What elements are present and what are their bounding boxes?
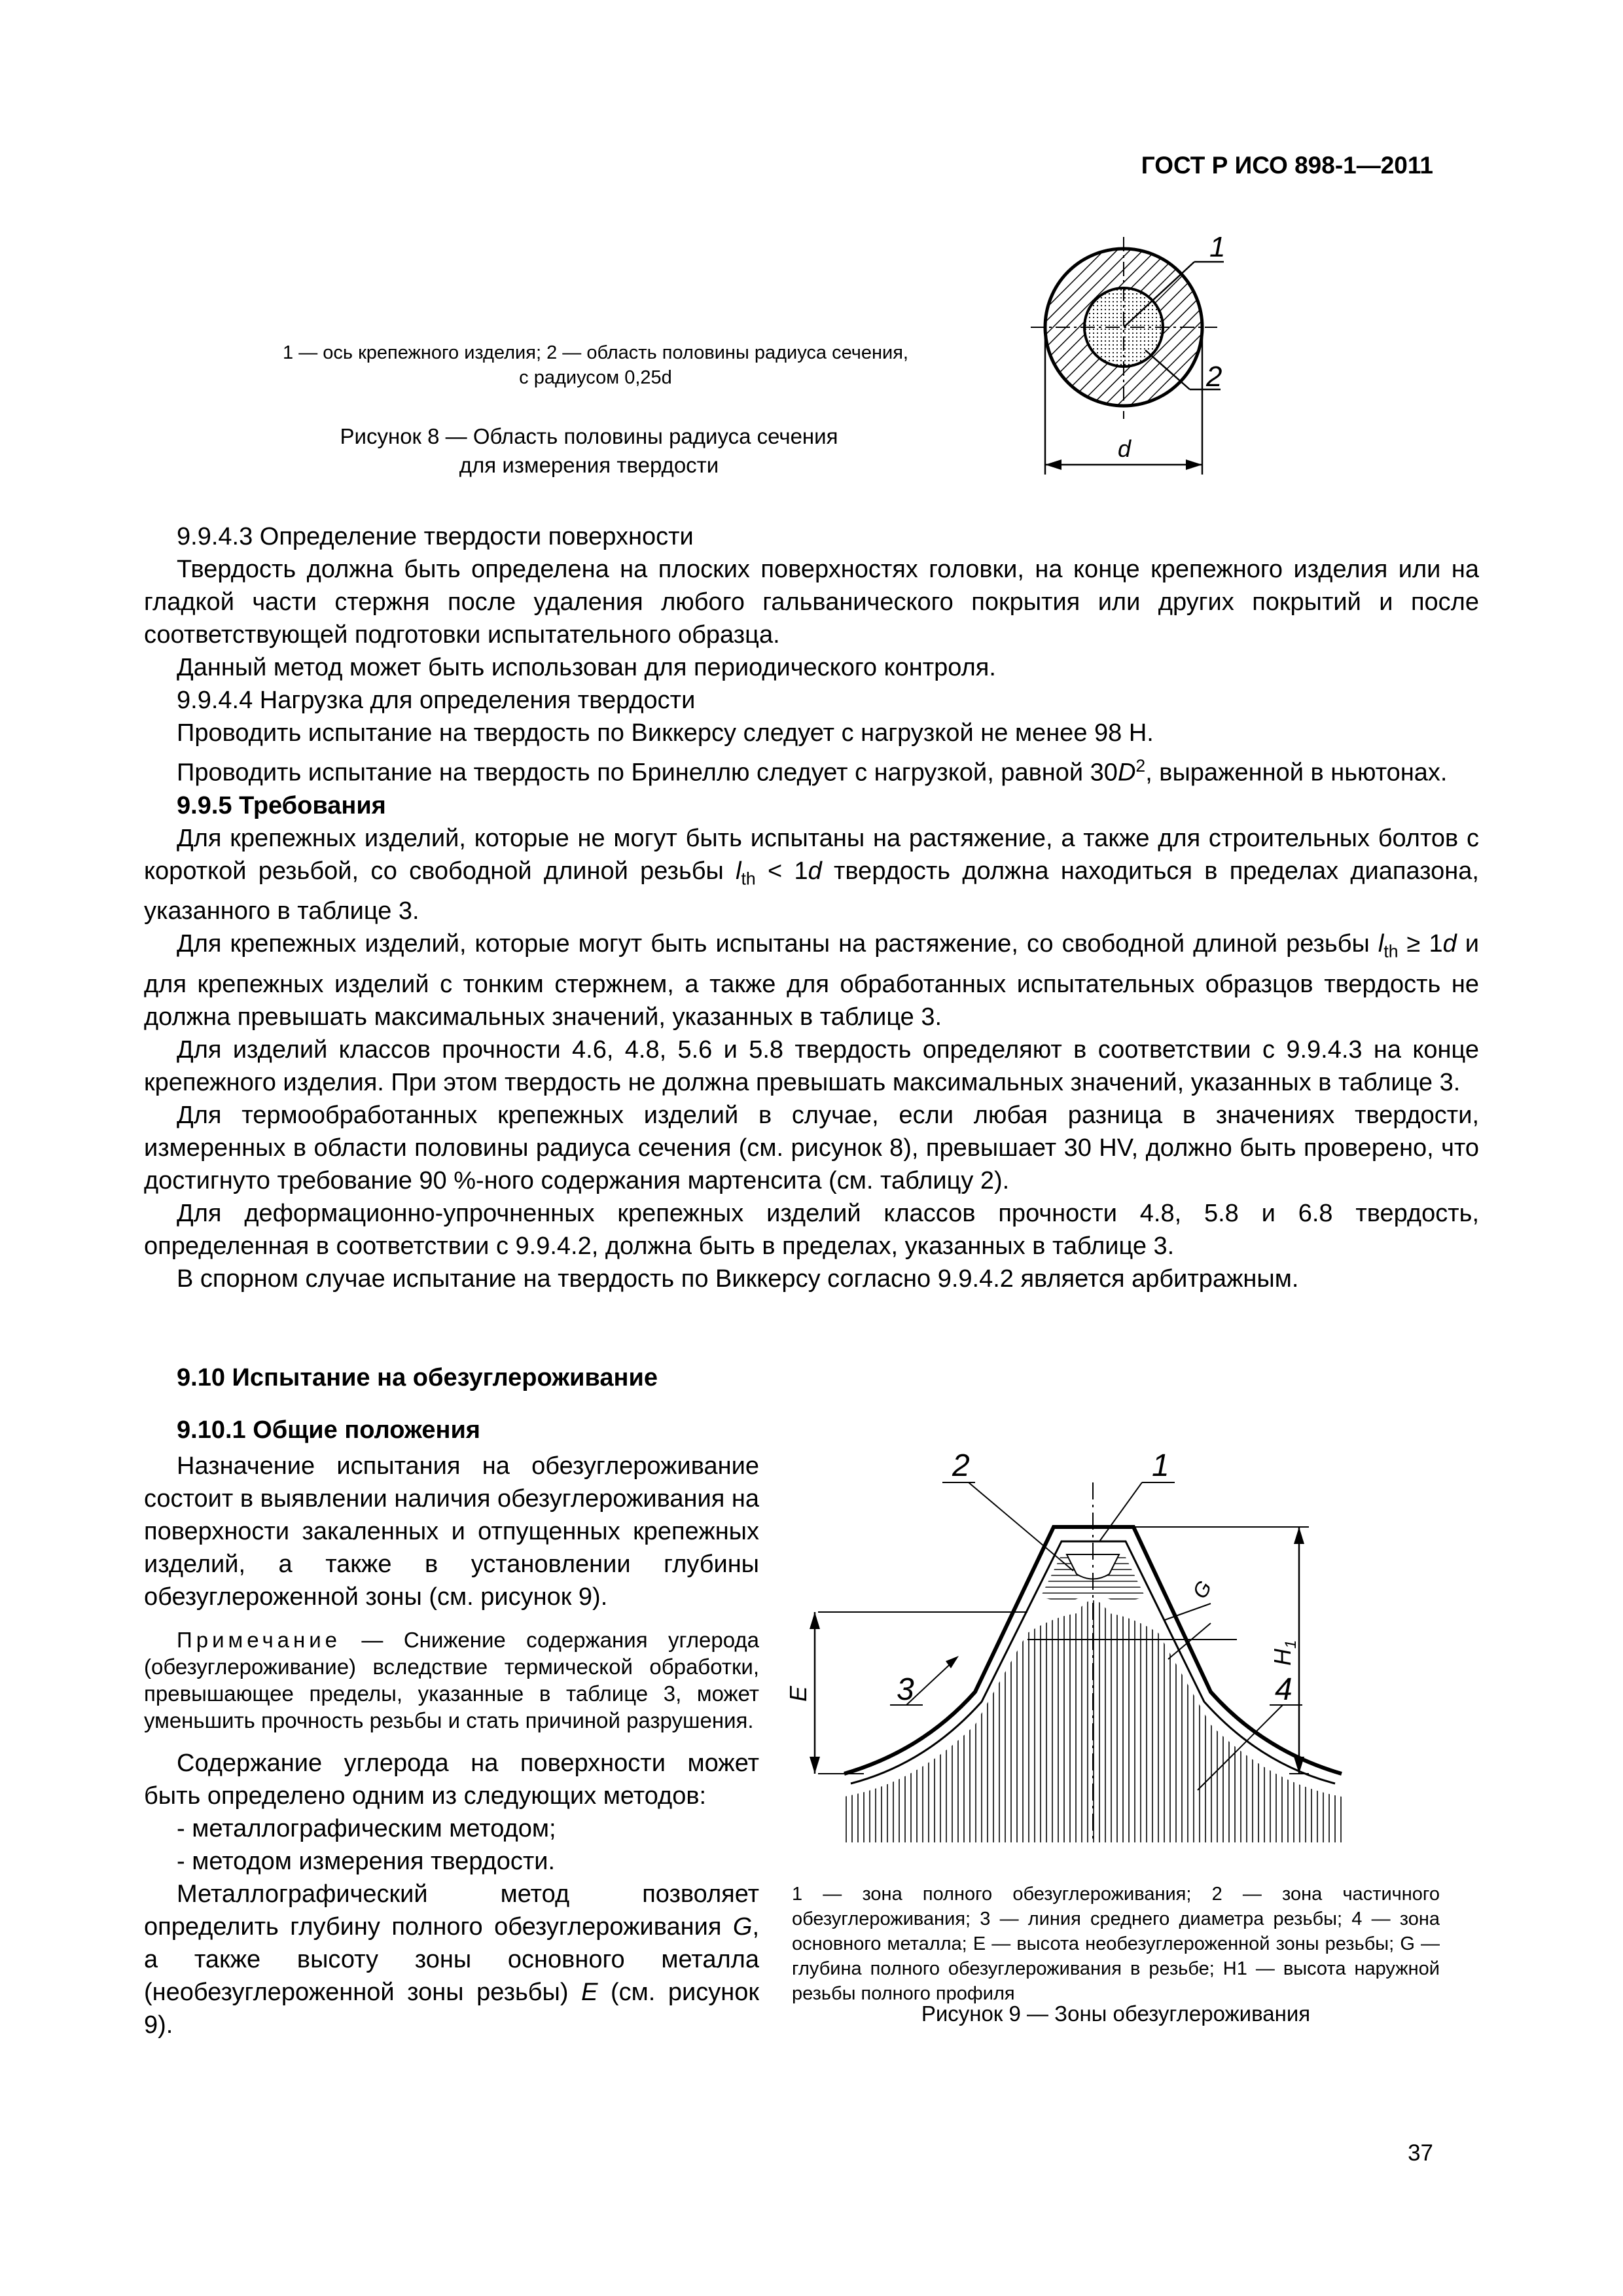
left-column xyxy=(144,1450,759,2041)
figure8-label-d: d xyxy=(1118,435,1132,462)
section-995-p3: Для изделий классов прочности 4.6, 4.8, 5.6 и 5.8 твердость определяют в соответствии с 9.9.4.3 на конце крепежного изделия. При этом твердость не должна превышать максимальных значений, указанных в таблице 3. xyxy=(144,1035,1479,1096)
section-9944-p1: Проводить испытание на твердость по Виккерсу следует с нагрузкой не менее 98 Н. xyxy=(177,719,1154,747)
section-9944-heading: 9.9.4.4 Нагрузка для определения твердости xyxy=(177,687,696,714)
figure8-legend xyxy=(216,340,975,390)
section-910-item2: - методом измерения твердости. xyxy=(177,1848,556,1875)
page-number: 37 xyxy=(1408,2140,1433,2166)
section-995-heading: 9.9.5 Требования xyxy=(177,791,386,819)
figure9-label-E: E xyxy=(785,1685,812,1702)
figure8-caption-line1: Рисунок 8 — Область половины радиуса сечения xyxy=(340,424,838,448)
section-995-p6: В спорном случае испытание на твердость по Виккерсу согласно 9.9.4.2 является арбитражным. xyxy=(177,1265,1299,1293)
section-910-note: Примечание — Снижение содержания углерода (обезуглероживание) вследствие термической обработки, превышающее пределы, указанные в таблице 3, может уменьшить прочность резьбы и стать причиной разрушения. xyxy=(144,1628,759,1732)
figure9-label-G: G xyxy=(1187,1576,1217,1603)
section-995-p4: Для термообработанных крепежных изделий в случае, если любая разница в значениях твердости, измеренных в области половины радиуса сечения (см. рисунок 8), превышает 30 HV, должно быть проверено, что достигнуто требование 90 %-ного содержания мартенсита (см. таблицу 2). xyxy=(144,1101,1479,1194)
main-text xyxy=(144,520,1479,1295)
figure8-legend-line1: 1 — ось крепежного изделия; 2 — область половины радиуса сечения, xyxy=(283,342,908,363)
section-910-heading: 9.10 Испытание на обезуглероживание xyxy=(177,1364,658,1391)
section-995-p2: Для крепежных изделий, которые могут быть испытаны на растяжение, со свободной длиной резьбы $l_{th} \ge 1d$ и для крепежных изделий с тонким стержнем, а также для обработанных испытательных образцов твердость не должна превышать максимальных значений, указанных в таблице 3. xyxy=(144,930,1479,1031)
section-910-p2: Содержание углерода на поверхности может быть определено одним из следующих методов: xyxy=(144,1749,759,1810)
section-9943-heading: 9.9.4.3 Определение твердости поверхности xyxy=(177,523,694,550)
section-9944-p2: Проводить испытание на твердость по Бринеллю следует с нагрузкой, равной $30D^2$, выраженной в ньютонах. xyxy=(177,756,1448,787)
figure9-label-4: 4 xyxy=(1275,1672,1293,1707)
section-910-p1: Назначение испытания на обезуглероживание состоит в выявлении наличия обезуглероживания на поверхности закаленных и отпущенных крепежных изделий, а также в установлении глубины обезуглероженной зоны (см. рисунок 9). xyxy=(144,1452,759,1611)
standard-designation: ГОСТ Р ИСО 898-1—2011 xyxy=(1141,152,1433,179)
figure8-caption-line2: для измерения твердости xyxy=(459,453,719,477)
figure9-label-2: 2 xyxy=(952,1448,970,1483)
section-9943-p1: Твердость должна быть определена на плоских поверхностях головки, на конце крепежного изделия или на гладкой части стержня после удаления любого гальванического покрытия или других покрытий и после соответствующей подготовки испытательного образца. xyxy=(144,556,1479,649)
figure8-legend-line2: с радиусом 0,25d xyxy=(519,367,672,388)
section-995-p5: Для деформационно-упрочненных крепежных изделий классов прочности 4.8, 5.8 и 6.8 твердость, определенная в соответствии с 9.9.4.2, должна быть в пределах, указанных в таблице 3. xyxy=(144,1199,1479,1260)
figure8-label-2: 2 xyxy=(1206,361,1222,393)
figure9-legend: 1 — зона полного обезуглероживания; 2 — зона частичного обезуглероживания; 3 — линия среднего диаметра резьбы; 4 — зона основного металла; E — высота необезуглероженной зоны резьбы; G — глубина полного обезуглероживания в резьбе; H1 — высота наружной резьбы полного профиля xyxy=(792,1884,1440,2004)
figure9-caption: Рисунок 9 — Зоны обезуглероживания xyxy=(921,2001,1311,2026)
figure9-label-H1: $H_1$ xyxy=(1269,1640,1300,1666)
section-910-p3: Металлографический метод позволяет определить глубину полного обезуглероживания G, а также высоту зоны основного металла (необезуглероженной зоны резьбы) E (см. рисунок 9). xyxy=(144,1880,759,2039)
section-995-p1: Для крепежных изделий, которые не могут быть испытаны на растяжение, а также для строительных болтов с короткой резьбой, со свободной длиной резьбы $l_{th} < 1d$ твердость должна находиться в пределах диапазона, указанного в таблице 3. xyxy=(144,824,1479,925)
figure8-diagram xyxy=(1021,229,1270,481)
section-910-item1: - металлографическим методом; xyxy=(177,1815,556,1842)
figure8-label-1: 1 xyxy=(1209,231,1226,263)
figure8-caption xyxy=(262,422,916,480)
figure9-label-1: 1 xyxy=(1152,1448,1169,1483)
section-9101-heading: 9.10.1 Общие положения xyxy=(177,1416,480,1444)
section-9943-p2: Данный метод может быть использован для периодического контроля. xyxy=(177,654,996,681)
figure9-diagram xyxy=(779,1443,1433,1849)
figure9-label-3: 3 xyxy=(897,1672,914,1707)
